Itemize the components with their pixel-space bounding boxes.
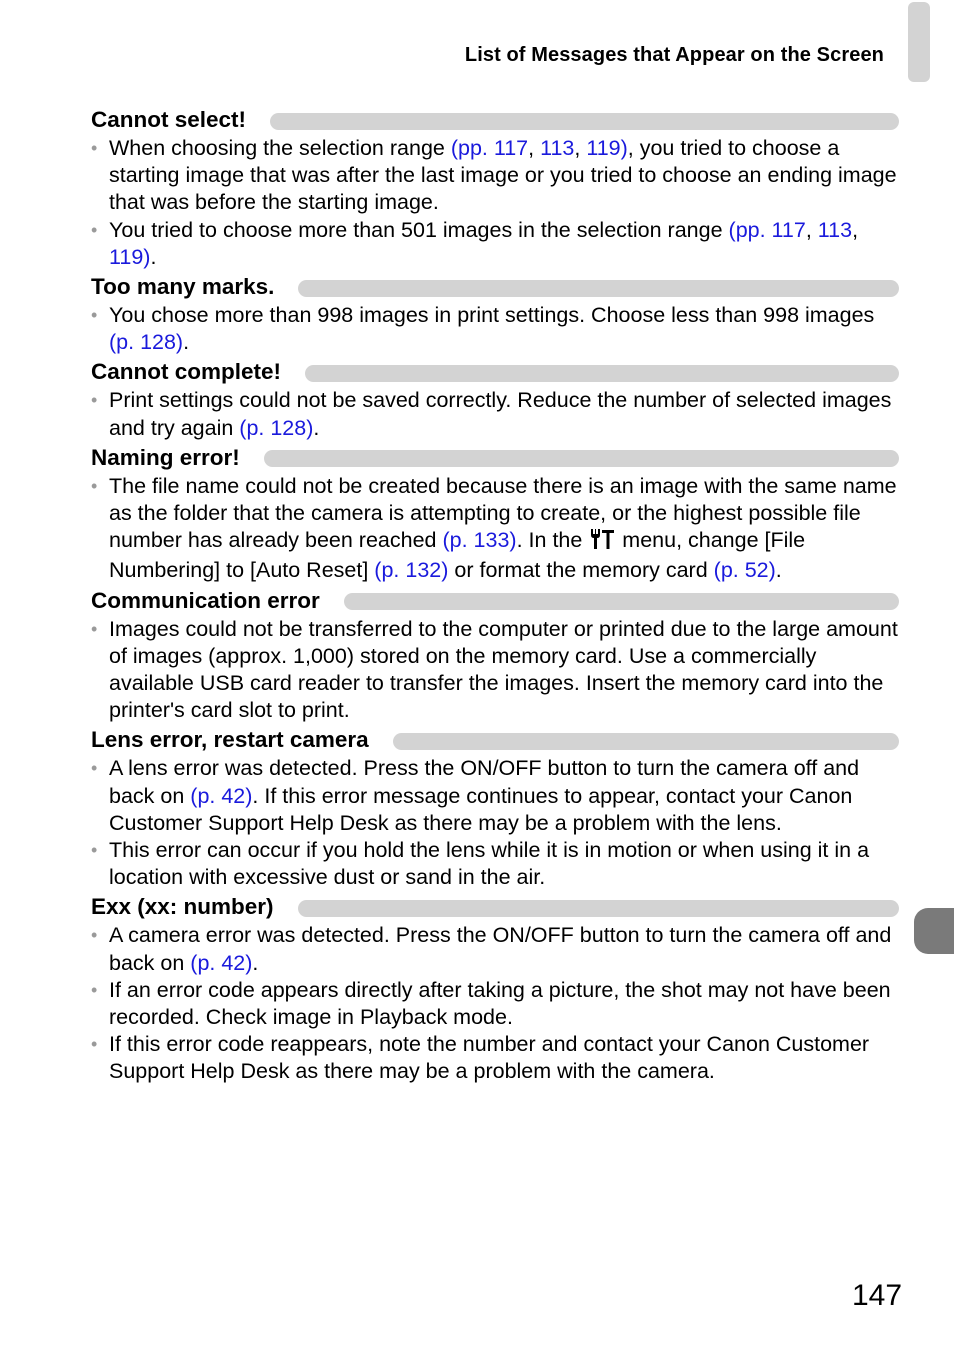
message-items — [91, 755, 899, 891]
section-heading-naming-error — [91, 443, 899, 473]
page-reference-link[interactable]: (p. 128) — [239, 415, 314, 440]
page-reference-link[interactable]: (p. 128) — [109, 330, 184, 355]
section-heading-too-many-marks — [91, 272, 899, 302]
message-items — [91, 922, 899, 1085]
item-text: If this error code reappears, note the number and contact your Canon Customer Support Help Desk as there may be a problem with the camera. — [109, 1032, 870, 1084]
list-item — [91, 922, 899, 976]
item-text: The file name could not be created because there is an image with the same name as the folder that the camera is attempting to create, or the highest possible file number has already been reached — [109, 473, 897, 553]
item-text: . — [313, 415, 320, 440]
message-items — [91, 302, 899, 356]
page-reference-link[interactable]: 113 — [540, 136, 575, 160]
item-text: . In the — [516, 528, 589, 553]
item-text: . — [775, 558, 782, 583]
list-item — [91, 387, 899, 441]
heading-bar — [298, 280, 899, 297]
item-text: or format the memory card — [448, 558, 714, 583]
list-item — [91, 473, 899, 585]
chapter-tab-top — [908, 2, 930, 82]
page-reference-link[interactable]: 119) — [586, 136, 628, 160]
item-text: . — [150, 244, 157, 269]
item-text: menu, change [File Numbering] to [Auto Reset] — [109, 528, 806, 583]
list-item — [91, 977, 899, 1031]
list-item — [91, 1031, 899, 1085]
item-text: . — [252, 950, 259, 975]
section-title: Too many marks. — [91, 274, 275, 300]
message-items — [91, 135, 899, 271]
page-reference-link[interactable]: (p. 132) — [374, 558, 449, 583]
page-reference-link[interactable]: 119) — [109, 244, 151, 269]
page-reference-link[interactable]: (p. 42) — [190, 783, 253, 808]
page-number: 147 — [852, 1279, 903, 1312]
item-text: This error can occur if you hold the lens while it is in motion or when using it in a location with excessive dust or sand in the air. — [109, 838, 870, 890]
bullet-icon: • — [91, 925, 98, 946]
item-text: If an error code appears directly after taking a picture, the shot may not have been recorded. Check image in Playback mode. — [109, 977, 891, 1030]
bullet-icon: • — [91, 758, 98, 779]
message-items — [91, 473, 899, 585]
page-reference-link[interactable]: (p. 52) — [713, 558, 776, 583]
bullet-icon: • — [91, 305, 98, 326]
item-text: Images could not be transferred to the computer or printed due to the large amount of images (approx. 1,000) stored on the memory card. Use a commercially available USB card reader to transfer the images. Insert the memory card into the printer's card slot to print. — [109, 616, 898, 723]
section-title: Cannot select! — [91, 107, 247, 132]
section-title: Cannot complete! — [91, 359, 282, 385]
item-text: A lens error was detected. Press the ON/OFF button to turn the camera off and back on — [109, 756, 860, 808]
item-text: You tried to choose more than 501 images in the selection range — [109, 217, 729, 242]
message-items — [91, 387, 899, 441]
section-heading-lens-error-restart-camera — [91, 725, 899, 755]
item-text: . — [183, 330, 190, 355]
bullet-icon: • — [91, 618, 98, 639]
page-reference-link[interactable]: (p. 133) — [442, 528, 517, 553]
list-item — [91, 616, 899, 725]
bullet-icon: • — [91, 1034, 98, 1055]
heading-bar — [298, 900, 899, 917]
bullet-icon: • — [91, 138, 98, 158]
item-text: , — [805, 217, 818, 242]
running-header: List of Messages that Appear on the Screen — [464, 44, 884, 66]
page-reference-link[interactable]: 113 — [817, 217, 853, 242]
heading-bar — [264, 450, 899, 467]
item-text: , you tried to choose a starting image that was after the last image or you tried to choose an ending image that was before the starting image. — [109, 136, 897, 215]
list-item — [91, 217, 899, 271]
heading-bar — [393, 733, 899, 750]
item-text: You chose more than 998 images in print settings. Choose less than 998 images — [109, 303, 875, 328]
page-reference-link[interactable]: (pp. 117 — [728, 217, 806, 242]
bullet-icon: • — [91, 219, 98, 240]
item-text: A camera error was detected. Press the ON/OFF button to turn the camera off and back on — [109, 923, 892, 975]
section-title: Communication error — [91, 587, 320, 613]
section-title: Lens error, restart camera — [91, 727, 369, 753]
item-text: When choosing the selection range — [109, 136, 451, 160]
item-text: , — [574, 136, 587, 160]
section-heading-exx-xx-number — [91, 892, 899, 922]
section-heading-communication-error — [91, 586, 899, 616]
bullet-icon: • — [91, 390, 98, 411]
item-text: . If this error message continues to appear, contact your Canon Customer Support Help Desk as there may be a problem with the lens. — [109, 783, 853, 835]
list-item — [91, 755, 899, 837]
section-title: Exx (xx: number) — [91, 894, 274, 920]
heading-bar — [305, 365, 899, 382]
list-item — [91, 135, 899, 217]
message-items — [91, 616, 899, 725]
section-heading-cannot-complete — [91, 357, 899, 387]
item-text: Print settings could not be saved correctly. Reduce the number of selected images and try again — [109, 388, 892, 440]
section-heading-cannot-select — [91, 105, 899, 135]
item-text: , — [528, 136, 541, 160]
bullet-icon: • — [91, 979, 98, 1000]
list-item — [91, 302, 899, 356]
list-item — [91, 837, 899, 891]
bullet-icon: • — [91, 475, 98, 496]
heading-bar — [270, 113, 899, 130]
bullet-icon: • — [91, 840, 98, 861]
heading-bar — [344, 593, 899, 610]
section-title: Naming error! — [91, 444, 240, 470]
page-reference-link[interactable]: (pp. 117 — [450, 136, 529, 160]
chapter-tab-side — [914, 908, 954, 954]
wrench-icon — [589, 528, 615, 557]
page-reference-link[interactable]: (p. 42) — [190, 950, 253, 975]
message-list — [91, 104, 899, 1086]
item-text: , — [852, 217, 859, 242]
